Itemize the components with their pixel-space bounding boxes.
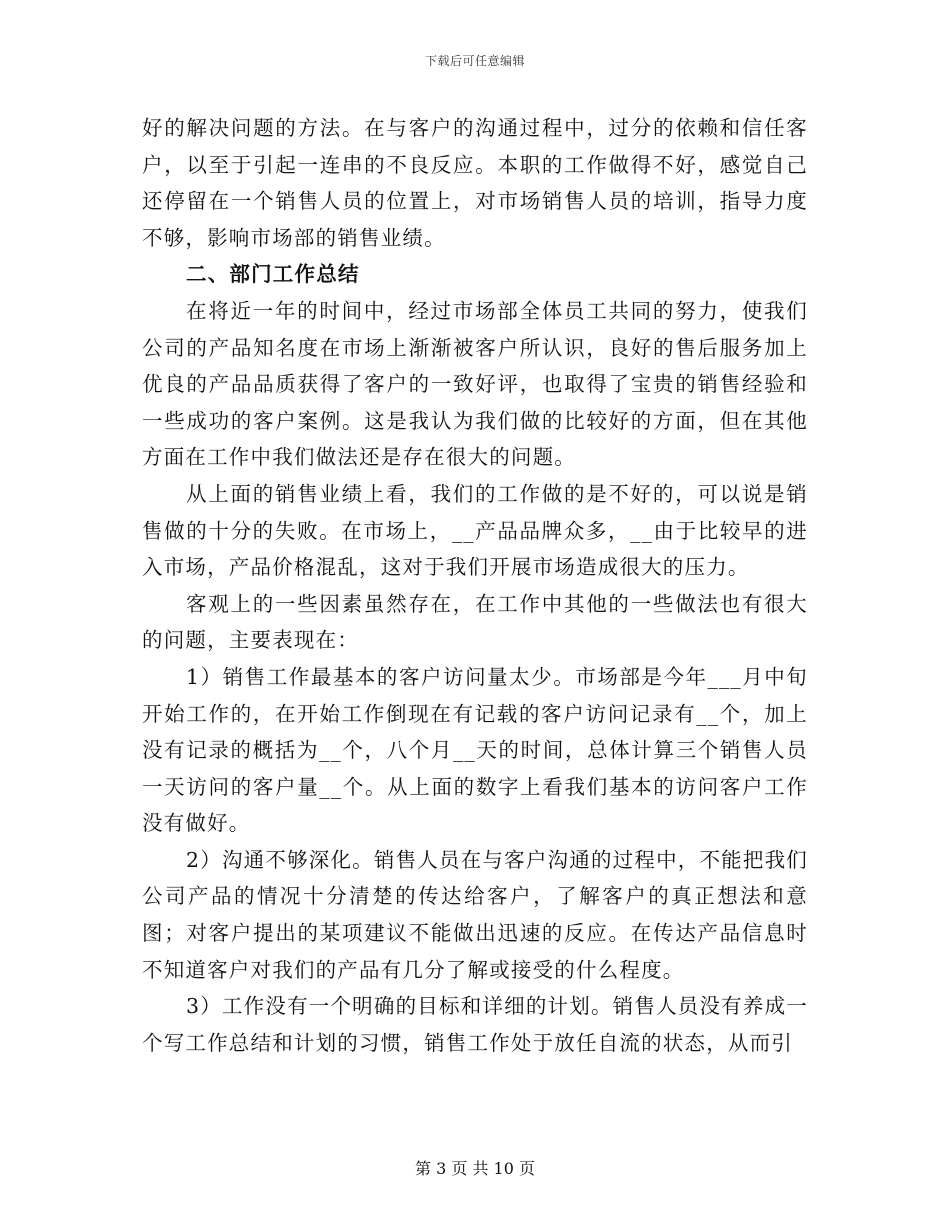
page-number: 第 3 页 共 10 页: [415, 1159, 535, 1178]
list-item-2: 2）沟通不够深化。销售人员在与客户沟通的过程中，不能把我们公司产品的情况十分清楚的传达给客户，了解客户的真正想法和意图；对客户提出的某项建议不能做出迅速的反应。在传达产品信息时不知道客户对我们的产品有几分了解或接受的什么程度。: [142, 847, 808, 982]
page-header: 下载后可任意编辑: [424, 54, 525, 68]
paragraph-sales-performance: 从上面的销售业绩上看，我们的工作做的是不好的，可以说是销售做的十分的失败。在市场上，__产品品牌众多，__由于比较早的进入市场，产品价格混乱，这对于我们开展市场造成很大的压力。: [142, 481, 808, 580]
paragraph-issues-intro: 客观上的一些因素虽然存在，在工作中其他的一些做法也有很大的问题，主要表现在：: [142, 591, 808, 653]
list-item-1: 1）销售工作最基本的客户访问量太少。市场部是今年___月中旬开始工作的，在开始工作倒现在有记载的客户访问记录有__个，加上没有记录的概括为__个，八个月__天的时间，总体计算三个销售人员一天访问的客户量__个。从上面的数字上看我们基本的访问客户工作没有做好。: [142, 664, 808, 836]
section-heading: 二、部门工作总结: [186, 262, 360, 287]
paragraph-summary: 在将近一年的时间中，经过市场部全体员工共同的努力，使我们公司的产品知名度在市场上渐渐被客户所认识，良好的售后服务加上优良的产品品质获得了客户的一致好评，也取得了宝贵的销售经验和一些成功的客户案例。这是我认为我们做的比较好的方面，但在其他方面在工作中我们做法还是存在很大的问题。: [142, 298, 808, 470]
paragraph-continuation: 好的解决问题的方法。在与客户的沟通过程中，过分的依赖和信任客户，以至于引起一连串的不良反应。本职的工作做得不好，感觉自己还停留在一个销售人员的位置上，对市场销售人员的培训，指导力度不够，影响市场部的销售业绩。: [142, 116, 808, 250]
list-item-3: 3）工作没有一个明确的目标和详细的计划。销售人员没有养成一个写工作总结和计划的习惯，销售工作处于放任自流的状态，从而引: [142, 994, 808, 1055]
document-body: [142, 110, 808, 1061]
